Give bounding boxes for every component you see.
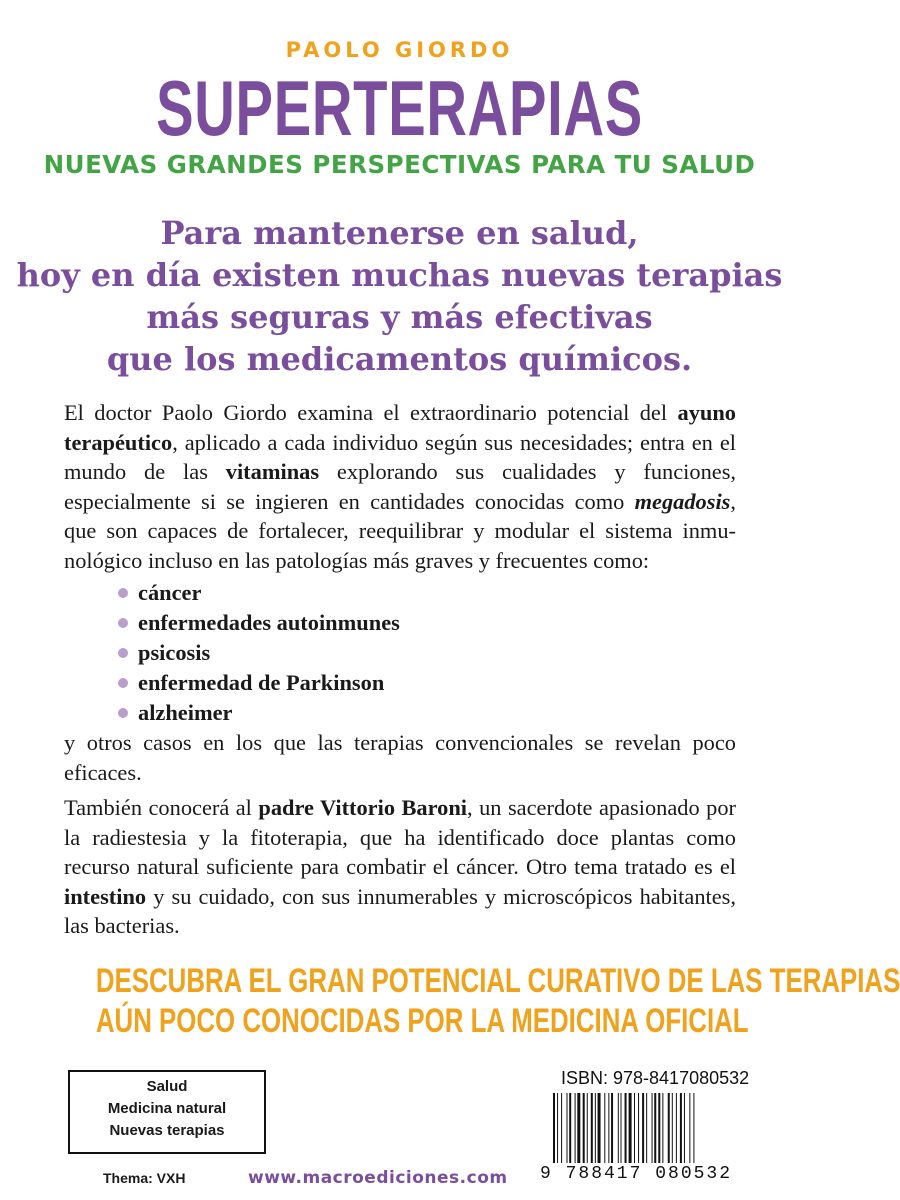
bullet-icon — [118, 618, 128, 628]
tagline-line: Para mantenerse en salud, — [160, 214, 639, 252]
bold-term: padre Vittorio Baroni — [258, 795, 468, 820]
list-item-label: alzheimer — [138, 700, 233, 725]
list-item — [118, 578, 400, 608]
baroni-paragraph — [64, 793, 736, 941]
list-item — [118, 698, 400, 728]
tagline — [0, 212, 799, 380]
text-run: , un sacerdote apasionado por la radiestesia y la fitoterapia, que ha identificado doce plantas como recurso natural suficiente para combatir el cáncer. Otro tema tratado es el — [64, 795, 736, 879]
subject-box — [68, 1070, 266, 1154]
barcode-icon — [553, 1093, 735, 1163]
tagline-line: hoy en día existen muchas nuevas terapias — [16, 256, 783, 294]
barcode-digits: 9 788417 080532 — [540, 1164, 733, 1184]
bold-italic-term: megadosis — [634, 488, 731, 514]
text-run: , que son capaces de fortalecer, reequilibrar y modular el sistema inmunológico incluso en las patologías más graves y frecuentes como: — [64, 488, 736, 573]
bullet-icon — [118, 678, 128, 688]
cta-line: DESCUBRA EL GRAN POTENCIAL CURATIVO DE LAS TERAPIAS — [95, 962, 900, 1000]
text-run: También conocerá al — [64, 795, 259, 820]
tagline-line: más seguras y más efectivas — [146, 298, 653, 336]
thema-code: Thema: VXH — [103, 1170, 186, 1186]
bold-term: intestino — [64, 883, 147, 909]
tagline-line: que los medicamentos químicos. — [106, 340, 693, 378]
bold-term: ayuno terapéutico — [64, 400, 736, 455]
text-run: El doctor Paolo Giordo examina el extraordinario potencial del — [64, 400, 678, 425]
list-item-label: cáncer — [138, 580, 202, 605]
subject-label: Nuevas terapias — [109, 1122, 225, 1139]
list-item — [118, 608, 400, 638]
website-link[interactable]: www.macroediciones.com — [248, 1168, 508, 1188]
isbn-label: ISBN: 978-8417080532 — [561, 1068, 750, 1088]
text-run: y su cuidado, con sus innumerables y microscópicos habitantes, las bacterias. — [64, 883, 736, 938]
condition-list — [118, 578, 400, 728]
list-item-label: enfermedad de Parkinson — [138, 670, 385, 695]
book-subtitle: NUEVAS GRANDES PERSPECTIVAS PARA TU SALUD — [43, 150, 756, 179]
text-run: explorando sus cualidades y funciones, especialmente si se ingieren en cantidades conocidas como — [64, 459, 737, 514]
bold-term: vitaminas — [225, 459, 320, 484]
subject-label: Medicina natural — [107, 1100, 227, 1117]
intro-paragraph — [64, 398, 736, 575]
list-item — [118, 668, 400, 698]
text-run: , aplicado a cada individuo según sus necesidades; entra en el mundo de las — [64, 429, 736, 484]
cta-line: AÚN POCO CONOCIDAS POR LA MEDICINA OFICIAL — [95, 1002, 749, 1040]
call-to-action — [95, 961, 900, 1041]
followup-paragraph: y otros casos en los que las terapias convencionales se revelan poco eficaces. — [64, 730, 736, 785]
list-item-label: psicosis — [138, 640, 211, 665]
author-name: PAOLO GIORDO — [285, 38, 514, 62]
bullet-icon — [118, 588, 128, 598]
subject-label: Salud — [146, 1078, 188, 1095]
bullet-icon — [118, 708, 128, 718]
list-item-label: enfermedades autoinmunes — [138, 610, 400, 635]
book-title: SUPERTERAPIAS — [156, 64, 643, 152]
list-item — [118, 638, 400, 668]
bullet-icon — [118, 648, 128, 658]
